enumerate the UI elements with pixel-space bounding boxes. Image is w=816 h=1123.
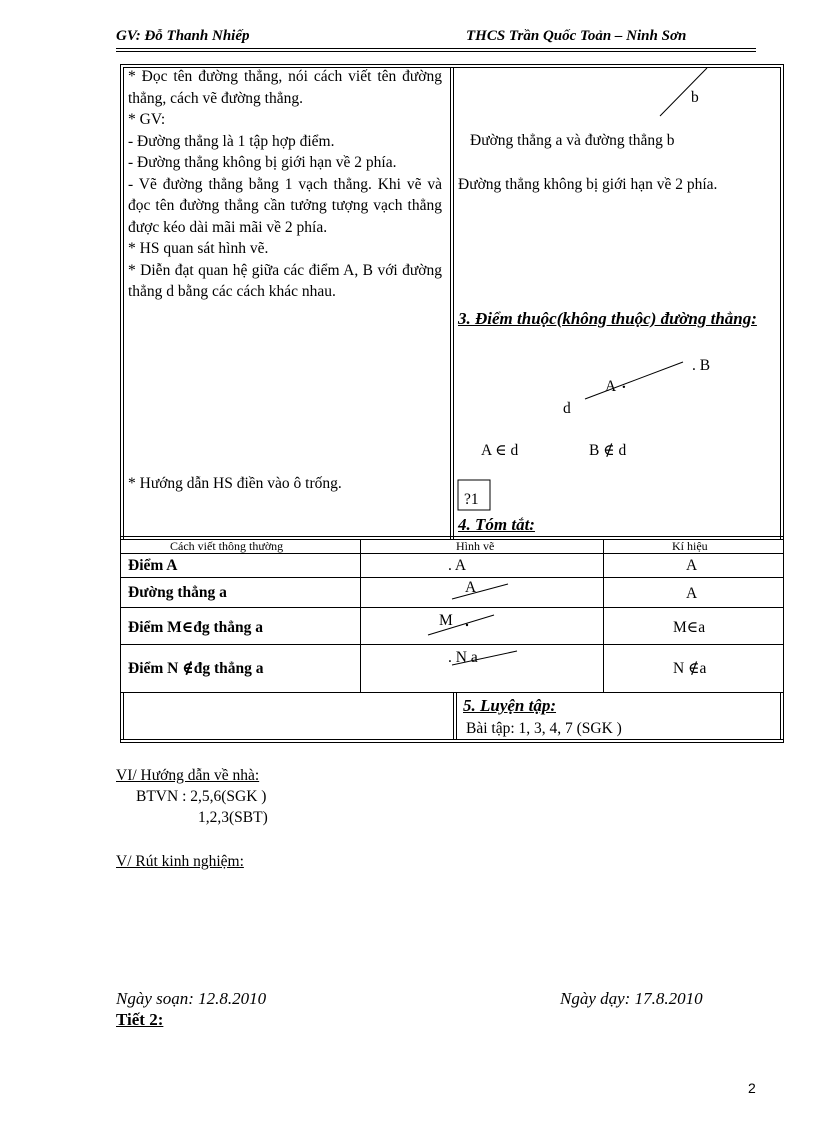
teach-date: Ngày dạy: 17.8.2010 xyxy=(560,989,703,1008)
row-2-text: Đường thẳng a xyxy=(128,584,227,601)
row-3-text: Điểm M∈đg thẳng a xyxy=(128,619,264,636)
point-A-label: A xyxy=(605,378,617,395)
header-figure: Hình vẽ xyxy=(456,539,495,553)
experience-title: V/ Rút kinh nghiệm: xyxy=(116,853,244,870)
row-3-point xyxy=(466,624,468,626)
left-line-4: - Đường thẳng không bị giới hạn về 2 phía. xyxy=(128,154,397,171)
practice-title: 5. Luyện tập: xyxy=(463,696,557,715)
homework-title: VI/ Hướng dẫn về nhà: xyxy=(116,767,260,784)
line-b xyxy=(660,68,707,116)
row-1-symbol: A xyxy=(686,557,698,574)
header-symbol: Kí hiệu xyxy=(672,539,708,553)
header-rule xyxy=(116,48,756,49)
relation-B: B ∉ d xyxy=(589,442,627,459)
row-1-figure: . A xyxy=(448,557,467,574)
left-column xyxy=(128,66,442,303)
guide-text: * Hướng dẫn HS điền vào ô trống. xyxy=(128,475,342,492)
row-2-symbol: A xyxy=(686,585,698,602)
unlimited-text: Đường thẳng không bị giới hạn về 2 phía. xyxy=(458,176,718,193)
left-line-7: * Diễn đạt quan hệ giữa các điểm A, B với đường thẳng d bằng các cách khác nhau. xyxy=(128,261,442,300)
line-d-label: d xyxy=(563,400,571,417)
point-A-dot: . xyxy=(622,376,626,392)
school-name: THCS Trần Quốc Toản – Ninh Sơn xyxy=(466,28,687,44)
page-number: 2 xyxy=(748,1080,756,1096)
header-rule-2 xyxy=(116,51,756,52)
teacher-name: GV: Đỗ Thanh Nhiếp xyxy=(116,28,250,44)
left-line-2: * GV: xyxy=(128,111,166,128)
row-4-symbol: N ∉a xyxy=(673,660,707,677)
row-2-figure: A xyxy=(465,579,477,596)
practice-text: Bài tập: 1, 3, 4, 7 (SGK ) xyxy=(466,720,622,737)
line-d xyxy=(585,362,683,399)
homework-line-1: BTVN : 2,5,6(SGK ) xyxy=(136,788,267,805)
row-4-line xyxy=(452,651,517,665)
section-3-title: 3. Điểm thuộc(không thuộc) đường thẳng: xyxy=(458,309,757,328)
lesson-title: Tiết 2: xyxy=(116,1010,164,1029)
homework-line-2: 1,2,3(SBT) xyxy=(198,809,268,826)
row-2-line xyxy=(452,584,508,599)
header-usual-writing: Cách viết thông thường xyxy=(170,539,284,553)
row-4-text: Điểm N ∉đg thẳng a xyxy=(128,660,264,677)
left-line-5: - Vẽ đường thẳng bằng 1 vạch thẳng. Khi vẽ và đọc tên đường thẳng cần tưởng tượng vạch thẳng được kéo dài mãi mãi về 2 phía. xyxy=(128,175,442,236)
row-4-figure: . N a xyxy=(448,649,478,666)
left-line-6: * HS quan sát hình vẽ. xyxy=(128,240,269,257)
question-label: ?1 xyxy=(464,491,479,508)
label-b: b xyxy=(691,89,699,106)
row-3-line xyxy=(428,615,494,635)
lines-ab-text: Đường thẳng a và đường thẳng b xyxy=(470,132,675,149)
row-3-symbol: M∈a xyxy=(673,619,706,636)
section-4-title: 4. Tóm tắt: xyxy=(458,515,535,534)
prep-date: Ngày soạn: 12.8.2010 xyxy=(116,989,267,1008)
relation-A: A ∈ d xyxy=(481,442,519,459)
row-3-figure: M xyxy=(439,612,453,629)
left-line-1: * Đọc tên đường thẳng, nói cách viết tên đường thẳng, cách vẽ đường thẳng. xyxy=(128,68,442,107)
row-1-text: Điểm A xyxy=(128,557,178,574)
summary-figures xyxy=(360,577,604,693)
point-B-label: . B xyxy=(692,357,711,374)
left-line-3: - Đường thẳng là 1 tập hợp điểm. xyxy=(128,132,335,150)
